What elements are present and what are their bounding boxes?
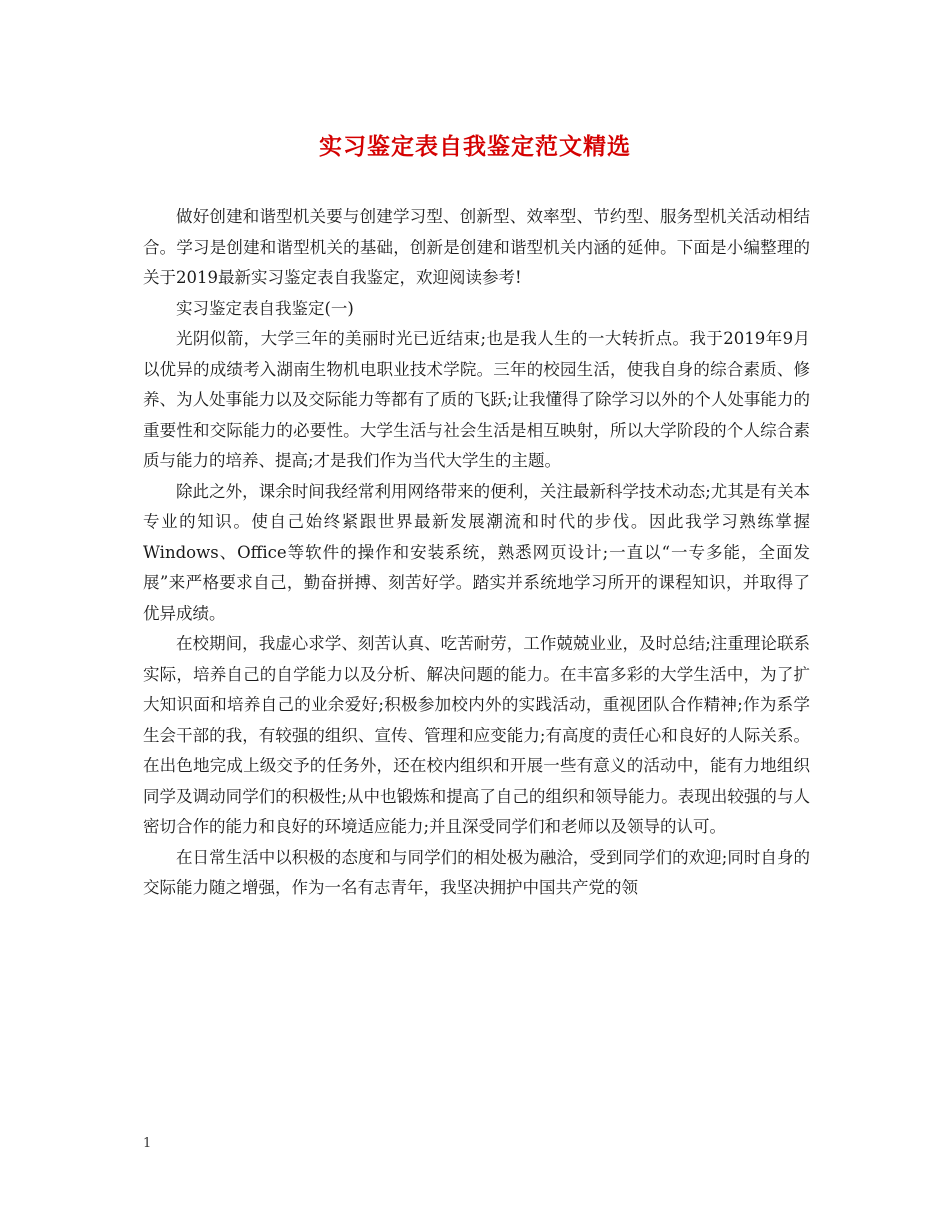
body-paragraph: 在校期间，我虚心求学、刻苦认真、吃苦耐劳，工作兢兢业业，及时总结;注重理论联系实际，培养自己的自学能力以及分析、解决问题的能力。在丰富多彩的大学生活中，为了扩大知识面和培养自己的业余爱好;积极参加校内外的实践活动，重视团队合作精神;作为系学生会干部的我，有较强的组织、宣传、管理和应变能力;有高度的责任心和良好的人际关系。在出色地完成上级交予的任务外，还在校内组织和开展一些有意义的活动中，能有力地组织同学及调动同学们的积极性;从中也锻炼和提高了自己的组织和领导能力。表现出较强的与人密切合作的能力和良好的环境适应能力;并且深受同学们和老师以及领导的认可。 xyxy=(143,634,810,836)
page-number: 1 xyxy=(143,1136,152,1151)
body-paragraph: 在日常生活中以积极的态度和与同学们的相处极为融洽，受到同学们的欢迎;同时自身的交际能力随之增强，作为一名有志青年，我坚决拥护中国共产党的领 xyxy=(143,847,810,897)
document-body xyxy=(143,202,810,904)
section-heading: 实习鉴定表自我鉴定(一) xyxy=(176,298,354,318)
body-paragraph: 除此之外，课余时间我经常利用网络带来的便利，关注最新科学技术动态;尤其是有关本专业的知识。使自己始终紧跟世界最新发展潮流和时代的步伐。因此我学习熟练掌握Windows、Office等软件的操作和安装系统，熟悉网页设计;一直以“一专多能，全面发展”来严格要求自己，勤奋拼搏、刻苦好学。踏实并系统地学习所开的课程知识，并取得了优异成绩。 xyxy=(143,481,810,623)
body-paragraph: 光阴似箭，大学三年的美丽时光已近结束;也是我人生的一大转折点。我于2019年9月以优异的成绩考入湖南生物机电职业技术学院。三年的校园生活，使我自身的综合素质、修养、为人处事能力以及交际能力等都有了质的飞跃;让我懂得了除学习以外的个人处事能力的重要性和交际能力的必要性。大学生活与社会生活是相互映射，所以大学阶段的个人综合素质与能力的培养、提高;才是我们作为当代大学生的主题。 xyxy=(143,329,810,470)
intro-paragraph: 做好创建和谐型机关要与创建学习型、创新型、效率型、节约型、服务型机关活动相结合。学习是创建和谐型机关的基础，创新是创建和谐型机关内涵的延伸。下面是小编整理的关于2019最新实习鉴定表自我鉴定，欢迎阅读参考! xyxy=(143,207,810,287)
document-title: 实习鉴定表自我鉴定范文精选 xyxy=(319,133,631,160)
